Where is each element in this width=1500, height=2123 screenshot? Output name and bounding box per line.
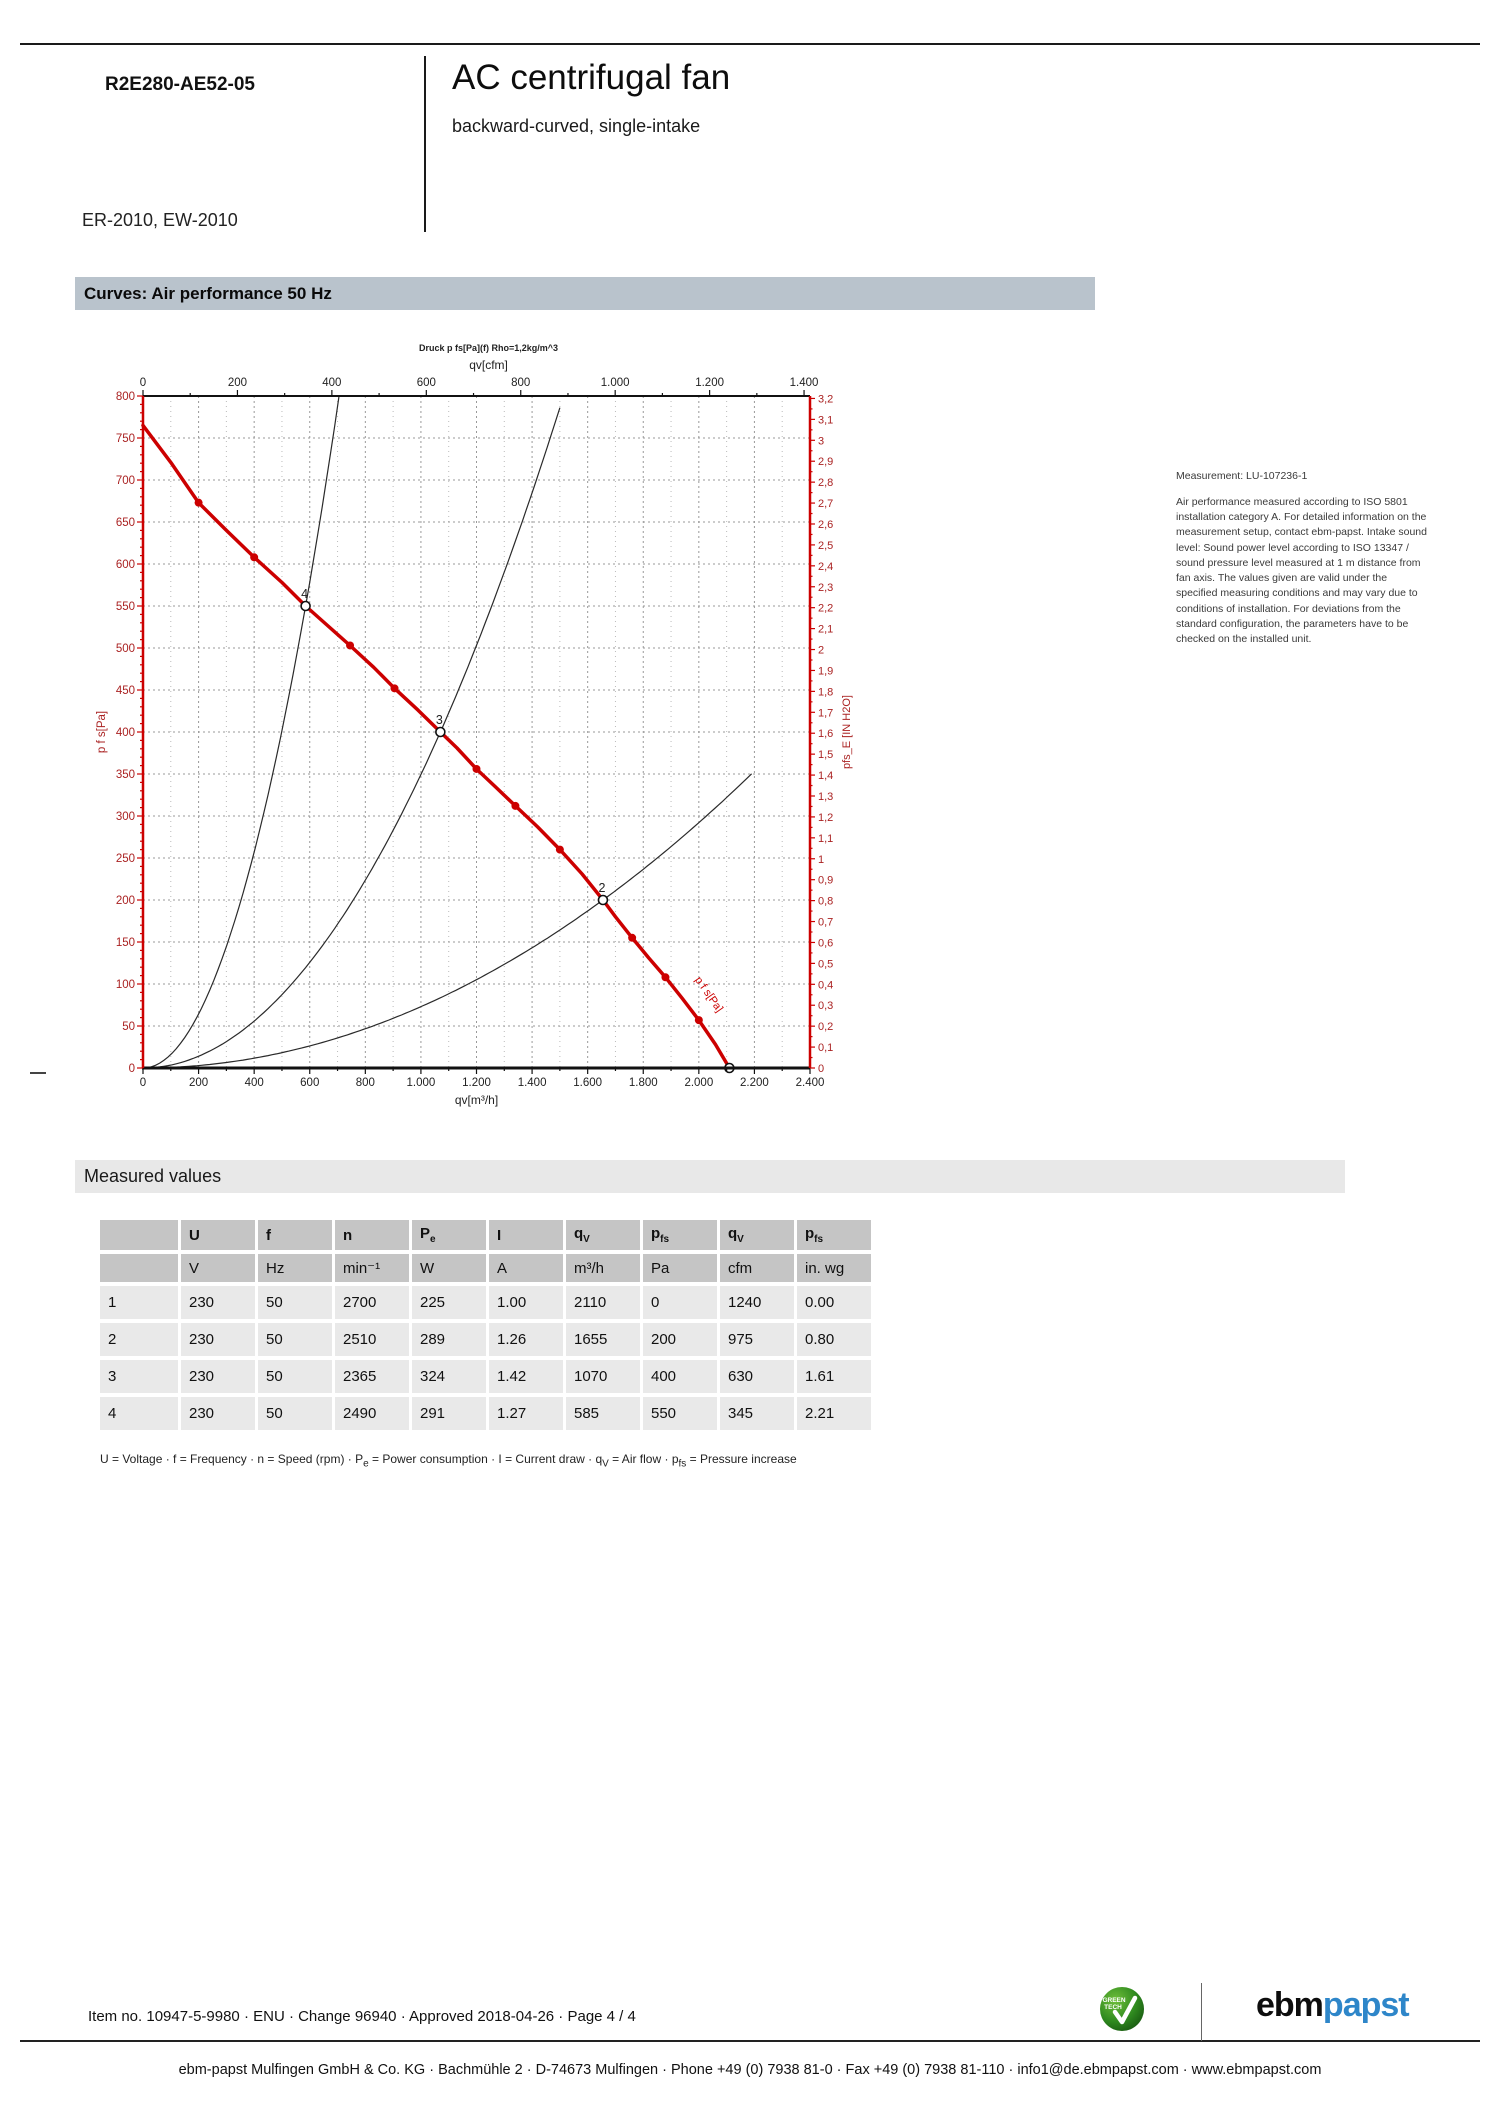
left-tick-label: 200 xyxy=(115,895,135,907)
table-cell: 1.00 xyxy=(489,1286,563,1319)
right-tick-label: 1,1 xyxy=(818,832,834,845)
table-cell: 291 xyxy=(412,1397,486,1430)
table-cell: 1.27 xyxy=(489,1397,563,1430)
logo-ebm: ebm xyxy=(1256,1986,1323,2024)
row-number: 3 xyxy=(100,1360,178,1393)
table-cell: 1655 xyxy=(566,1323,640,1356)
left-tick-label: 350 xyxy=(115,769,135,781)
right-tick-label: 2,6 xyxy=(818,518,834,531)
page-subtitle: backward-curved, single-intake xyxy=(452,116,701,136)
chart-title: Druck p fs[Pa](f) Rho=1,2kg/m^3 xyxy=(419,343,559,353)
operating-point-3 xyxy=(436,728,445,737)
column-unit: Hz xyxy=(258,1254,332,1282)
bottom-tick-label: 2.200 xyxy=(740,1077,769,1089)
right-tick-label: 0,1 xyxy=(818,1042,834,1055)
left-tick-label: 800 xyxy=(115,391,135,403)
column-unit: cfm xyxy=(720,1254,794,1282)
right-tick-label: 2,9 xyxy=(818,456,834,469)
left-axis-title: p f s[Pa] xyxy=(96,710,108,754)
column-header: $p_{fs}$ xyxy=(643,1220,717,1250)
curve-dot-marker xyxy=(511,802,519,810)
right-tick-label: 1,4 xyxy=(818,770,834,783)
table-cell: 585 xyxy=(566,1397,640,1430)
measured-values-table xyxy=(97,1216,874,1434)
table-cell: 975 xyxy=(720,1323,794,1356)
top-tick-label: 1.200 xyxy=(695,377,725,389)
table-cell: 2.21 xyxy=(797,1397,871,1430)
ebmpapst-logo xyxy=(1256,1986,1409,2025)
curve-dot-marker xyxy=(391,684,399,692)
column-header: $q_V$ xyxy=(566,1220,640,1250)
bottom-tick-label: 1.800 xyxy=(628,1077,658,1089)
column-header: $P_e$ xyxy=(412,1220,486,1250)
bottom-tick-label: 1.400 xyxy=(517,1077,547,1089)
top-tick-label: 200 xyxy=(227,377,248,389)
right-tick-label: 1,9 xyxy=(818,665,834,678)
table-cell: 230 xyxy=(181,1323,255,1356)
header-rule xyxy=(20,43,1480,45)
bottom-tick-label: 1.000 xyxy=(406,1077,436,1089)
right-tick-label: 3,1 xyxy=(818,414,834,427)
right-tick-label: 2,8 xyxy=(818,477,834,490)
column-header: f xyxy=(258,1220,332,1250)
table-cell: 400 xyxy=(643,1360,717,1393)
bottom-tick-label: 0 xyxy=(139,1077,147,1089)
fold-mark xyxy=(30,1072,46,1074)
column-header: n xyxy=(335,1220,409,1250)
curve-dot-marker xyxy=(628,934,636,942)
section-header-curves: Curves: Air performance 50 Hz xyxy=(75,277,1095,310)
curve-dot-marker xyxy=(346,641,354,649)
right-tick-label: 1,6 xyxy=(818,728,834,741)
operating-point-4 xyxy=(301,602,310,611)
table-cell: 2365 xyxy=(335,1360,409,1393)
air-performance-chart xyxy=(75,330,935,1125)
right-axis-title: pfs_E [IN H2O] xyxy=(841,695,853,769)
left-tick-label: 300 xyxy=(115,811,135,823)
table-header-row xyxy=(100,1220,871,1250)
row-number: 1 xyxy=(100,1286,178,1319)
logo-papst: papst xyxy=(1322,1986,1409,2024)
right-tick-label: 2,2 xyxy=(818,602,834,615)
table-cell: 550 xyxy=(643,1397,717,1430)
table-cell: 324 xyxy=(412,1360,486,1393)
right-tick-label: 0,2 xyxy=(818,1021,834,1034)
table-cell: 2700 xyxy=(335,1286,409,1319)
right-tick-label: 2,4 xyxy=(818,560,834,573)
table-cell: 2510 xyxy=(335,1323,409,1356)
left-tick-label: 150 xyxy=(115,937,135,949)
right-tick-label: 1,7 xyxy=(818,707,834,720)
table-cell: 2110 xyxy=(566,1286,640,1319)
curve-name-label: p f s[Pa] xyxy=(692,974,726,1015)
bottom-tick-label: 400 xyxy=(244,1077,264,1089)
right-tick-label: 0,5 xyxy=(818,958,834,971)
curve-dot-marker xyxy=(195,499,203,507)
table-cell: 1.61 xyxy=(797,1360,871,1393)
table-cell: 1070 xyxy=(566,1360,640,1393)
right-tick-label: 3 xyxy=(818,435,825,448)
column-header: $q_V$ xyxy=(720,1220,794,1250)
column-header: I xyxy=(489,1220,563,1250)
left-tick-label: 600 xyxy=(115,559,135,571)
footer-rule xyxy=(20,2040,1480,2042)
table-cell: 200 xyxy=(643,1323,717,1356)
table-cell: 50 xyxy=(258,1286,332,1319)
left-tick-label: 50 xyxy=(122,1021,135,1033)
left-tick-label: 550 xyxy=(115,601,135,613)
table-cell: 230 xyxy=(181,1286,255,1319)
greentech-text-green: GREEN xyxy=(1102,1997,1126,2004)
top-tick-label: 1.400 xyxy=(789,377,819,389)
greentech-text-tech: TECH xyxy=(1104,2004,1122,2011)
footer-item-line: Item no. 10947-5-9980 · ENU · Change 96940 · Approved 2018-04-26 · Page 4 / 4 xyxy=(88,2008,636,2025)
table-cell: 2490 xyxy=(335,1397,409,1430)
right-tick-label: 1,3 xyxy=(818,790,834,803)
left-tick-label: 700 xyxy=(115,475,135,487)
table-cell: 0.80 xyxy=(797,1323,871,1356)
operating-point-label: 4 xyxy=(301,587,309,601)
table-cell: 289 xyxy=(412,1323,486,1356)
right-tick-label: 0,9 xyxy=(818,874,834,887)
left-tick-label: 100 xyxy=(115,979,135,991)
header-divider xyxy=(424,56,426,232)
operating-point-label: 2 xyxy=(598,881,606,895)
right-tick-label: 2,1 xyxy=(818,623,834,636)
model-series: ER-2010, EW-2010 xyxy=(82,210,238,230)
column-unit: V xyxy=(181,1254,255,1282)
column-unit: Pa xyxy=(643,1254,717,1282)
bottom-tick-label: 200 xyxy=(188,1077,209,1089)
fan-performance-curve xyxy=(143,425,729,1068)
bottom-tick-label: 2.000 xyxy=(684,1077,714,1089)
table-row xyxy=(100,1323,871,1356)
measured-values-table-wrap xyxy=(97,1216,874,1434)
table-cell: 345 xyxy=(720,1397,794,1430)
column-unit: min⁻¹ xyxy=(335,1254,409,1282)
system-resistance-curve xyxy=(143,408,560,1068)
top-tick-label: 1.000 xyxy=(600,377,630,389)
bottom-axis-title: qv[m³/h] xyxy=(454,1093,499,1107)
bottom-tick-label: 600 xyxy=(300,1077,320,1089)
column-unit: W xyxy=(412,1254,486,1282)
right-tick-label: 0 xyxy=(818,1063,825,1075)
top-tick-label: 400 xyxy=(322,377,342,389)
bottom-tick-label: 1.600 xyxy=(573,1077,603,1089)
operating-point-label: 3 xyxy=(435,713,443,727)
table-cell: 230 xyxy=(181,1360,255,1393)
footer-address-line: ebm-papst Mulfingen GmbH & Co. KG · Bachmühle 2 · D-74673 Mulfingen · Phone +49 (0) 7938 81-0 · Fax +49 (0) 7938 81-110 · info1@de.ebmpapst.com · www.ebmpapst.com xyxy=(178,2062,1322,2078)
right-tick-label: 2 xyxy=(818,644,825,657)
right-tick-label: 0,4 xyxy=(818,979,834,992)
top-axis-title: qv[cfm] xyxy=(469,358,508,372)
section-header-measured-values: Measured values xyxy=(75,1160,1345,1193)
right-tick-label: 2,7 xyxy=(818,498,834,511)
left-tick-label: 500 xyxy=(115,643,135,655)
right-tick-label: 1,2 xyxy=(818,811,834,824)
table-cell: 1.26 xyxy=(489,1323,563,1356)
table-cell: 0.00 xyxy=(797,1286,871,1319)
table-cell: 50 xyxy=(258,1360,332,1393)
table-row xyxy=(100,1360,871,1393)
table-units-row xyxy=(100,1254,871,1282)
right-tick-label: 1,8 xyxy=(818,686,834,699)
row-number: 2 xyxy=(100,1323,178,1356)
curve-dot-marker xyxy=(661,973,669,981)
curve-dot-marker xyxy=(250,553,258,561)
column-unit: A xyxy=(489,1254,563,1282)
right-tick-label: 2,5 xyxy=(818,539,834,552)
table-cell: 50 xyxy=(258,1397,332,1430)
operating-point-2 xyxy=(598,896,607,905)
table-cell: 0 xyxy=(643,1286,717,1319)
measurement-note xyxy=(1176,470,1428,647)
left-tick-label: 750 xyxy=(115,433,135,445)
right-tick-label: 0,3 xyxy=(818,1000,834,1013)
column-header: U xyxy=(181,1220,255,1250)
curve-dot-marker xyxy=(473,765,481,773)
column-header: $p_{fs}$ xyxy=(797,1220,871,1250)
page-title: AC centrifugal fan xyxy=(452,58,731,97)
column-unit xyxy=(100,1254,178,1282)
table-row xyxy=(100,1397,871,1430)
bottom-tick-label: 2.400 xyxy=(795,1077,825,1089)
part-number: R2E280-AE52-05 xyxy=(105,74,255,95)
curve-dot-marker xyxy=(556,846,564,854)
row-number: 4 xyxy=(100,1397,178,1430)
right-tick-label: 0,6 xyxy=(818,937,834,950)
curve-dot-marker xyxy=(695,1016,703,1024)
right-tick-label: 0,7 xyxy=(818,916,834,929)
footer-divider xyxy=(1201,1983,1202,2041)
chart-svg xyxy=(75,330,935,1125)
table-cell: 50 xyxy=(258,1323,332,1356)
column-header xyxy=(100,1220,178,1250)
table-cell: 1240 xyxy=(720,1286,794,1319)
top-tick-label: 0 xyxy=(139,377,147,389)
right-tick-label: 0,8 xyxy=(818,895,834,908)
left-tick-label: 400 xyxy=(115,727,135,739)
bottom-tick-label: 1.200 xyxy=(462,1077,491,1089)
bottom-tick-label: 800 xyxy=(355,1077,375,1089)
column-unit: m³/h xyxy=(566,1254,640,1282)
measurement-id: Measurement: LU-107236-1 xyxy=(1176,470,1308,482)
measurement-note-body: Air performance measured according to ISO 5801 installation category A. For detailed information on the measurement setup, contact ebm-papst. Intake sound level: Sound power level according to ISO 13347 / sound pressure level measured at 1 m distance from fan axis. The values given are valid under the specified measuring conditions and may vary due to conditions of installation. For deviations from the standard configuration, the parameters have to be checked on the installed unit. xyxy=(1176,496,1427,645)
right-tick-label: 1 xyxy=(818,853,825,866)
table-cell: 230 xyxy=(181,1397,255,1430)
column-unit: in. wg xyxy=(797,1254,871,1282)
table-legend: U = Voltage · f = Frequency · n = Speed $(rpm) \cdot P_e$ = Power consumption · I = Current draw · $q_V$ = Air flow · $p_{fs}$ = Pressure increase xyxy=(100,1452,797,1470)
table-cell: 1.42 xyxy=(489,1360,563,1393)
table-cell: 225 xyxy=(412,1286,486,1319)
left-tick-label: 650 xyxy=(115,517,135,529)
table-cell: 630 xyxy=(720,1360,794,1393)
right-tick-label: 1,5 xyxy=(818,749,834,762)
greentech-badge xyxy=(1099,1986,1145,2032)
left-tick-label: 0 xyxy=(128,1063,135,1075)
right-tick-label: 2,3 xyxy=(818,581,834,594)
top-tick-label: 800 xyxy=(511,377,531,389)
table-row xyxy=(100,1286,871,1319)
right-tick-label: 3,2 xyxy=(818,393,834,406)
top-tick-label: 600 xyxy=(416,377,436,389)
left-tick-label: 250 xyxy=(115,853,135,865)
left-tick-label: 450 xyxy=(115,685,135,697)
